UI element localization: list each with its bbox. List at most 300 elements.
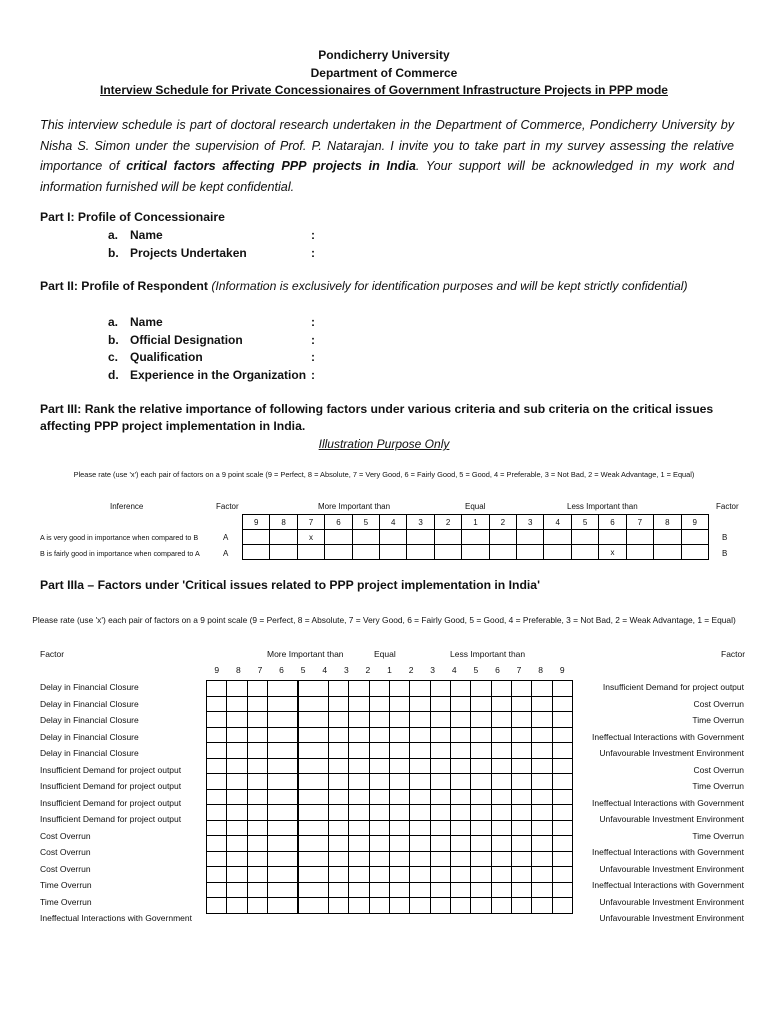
rating-cell[interactable] xyxy=(532,758,552,774)
rating-cell[interactable] xyxy=(471,882,491,898)
rating-cell[interactable] xyxy=(430,820,450,836)
rating-cell[interactable] xyxy=(207,681,227,697)
rating-row xyxy=(207,867,573,883)
rating-cell[interactable] xyxy=(227,774,247,790)
rating-cell[interactable] xyxy=(450,727,470,743)
rating-cell[interactable] xyxy=(410,820,430,836)
rating-cell[interactable] xyxy=(511,743,531,759)
rating-cell[interactable] xyxy=(471,789,491,805)
rating-cell[interactable] xyxy=(410,836,430,852)
rating-cell[interactable] xyxy=(267,696,298,712)
rating-cell[interactable] xyxy=(328,758,348,774)
rating-cell[interactable] xyxy=(471,851,491,867)
rating-cell[interactable] xyxy=(511,882,531,898)
rating-cell[interactable] xyxy=(450,898,470,914)
rating-cell[interactable] xyxy=(328,867,348,883)
rating-cell[interactable] xyxy=(247,743,267,759)
rating-cell[interactable] xyxy=(328,789,348,805)
rating-cell[interactable] xyxy=(227,696,247,712)
rating-row xyxy=(207,820,573,836)
rating-cell[interactable] xyxy=(349,898,369,914)
rating-cell[interactable] xyxy=(207,789,227,805)
rating-cell[interactable] xyxy=(532,805,552,821)
rating-cell xyxy=(352,530,379,545)
rating-cell[interactable] xyxy=(410,898,430,914)
rating-cell[interactable] xyxy=(349,774,369,790)
rating-cell[interactable] xyxy=(369,805,389,821)
rating-cell[interactable] xyxy=(328,898,348,914)
rating-cell[interactable] xyxy=(389,867,409,883)
rating-cell[interactable] xyxy=(430,696,450,712)
rating-cell[interactable] xyxy=(247,882,267,898)
rating-cell[interactable] xyxy=(511,820,531,836)
rating-cell[interactable] xyxy=(471,696,491,712)
rating-cell[interactable] xyxy=(471,805,491,821)
rating-cell[interactable] xyxy=(369,836,389,852)
factor-left: Delay in Financial Closure xyxy=(40,715,139,725)
rating-cell[interactable] xyxy=(450,867,470,883)
rating-cell[interactable] xyxy=(227,851,247,867)
rating-cell[interactable] xyxy=(552,789,572,805)
rating-cell[interactable] xyxy=(430,758,450,774)
rating-cell[interactable] xyxy=(430,712,450,728)
rating-cell[interactable] xyxy=(349,696,369,712)
rating-cell[interactable] xyxy=(532,712,552,728)
part2-heading xyxy=(40,279,688,293)
rating-cell[interactable] xyxy=(491,789,511,805)
rating-cell[interactable] xyxy=(247,867,267,883)
rating-cell[interactable] xyxy=(298,774,329,790)
rating-cell[interactable] xyxy=(552,696,572,712)
rating-cell[interactable] xyxy=(247,820,267,836)
rating-cell[interactable] xyxy=(349,867,369,883)
rating-cell[interactable] xyxy=(207,712,227,728)
rating-cell[interactable] xyxy=(430,836,450,852)
factor-left: Delay in Financial Closure xyxy=(40,682,139,692)
rating-cell[interactable] xyxy=(369,851,389,867)
rating-cell[interactable] xyxy=(369,789,389,805)
rating-cell[interactable] xyxy=(247,774,267,790)
scale-cell: 9 xyxy=(681,515,709,530)
rating-cell[interactable] xyxy=(267,743,298,759)
rating-cell[interactable] xyxy=(389,696,409,712)
rating-cell[interactable] xyxy=(430,882,450,898)
rating-cell[interactable] xyxy=(532,898,552,914)
rating-row xyxy=(207,898,573,914)
rating-cell[interactable] xyxy=(267,758,298,774)
rating-cell[interactable] xyxy=(349,727,369,743)
rating-cell[interactable] xyxy=(369,867,389,883)
rating-cell[interactable] xyxy=(369,727,389,743)
rating-cell[interactable] xyxy=(207,867,227,883)
rating-cell[interactable] xyxy=(450,774,470,790)
rating-cell[interactable] xyxy=(532,836,552,852)
rating-cell[interactable] xyxy=(430,898,450,914)
rating-cell[interactable] xyxy=(552,898,572,914)
less-important-label: Less Important than xyxy=(567,502,638,511)
factor-left: Delay in Financial Closure xyxy=(40,731,139,742)
rating-cell[interactable] xyxy=(247,836,267,852)
factor-left: Time Overrun xyxy=(40,896,92,907)
intro-bold: critical factors affecting PPP projects in India xyxy=(126,159,416,173)
rating-cell[interactable] xyxy=(552,774,572,790)
rating-cell[interactable] xyxy=(471,727,491,743)
part1-item-label: Projects Undertaken xyxy=(130,245,247,260)
rating-cell[interactable] xyxy=(207,820,227,836)
rating-cell[interactable] xyxy=(298,898,329,914)
part3a-factor-right: Factor xyxy=(721,649,746,659)
rating-cell[interactable] xyxy=(389,851,409,867)
rating-cell[interactable] xyxy=(532,681,552,697)
rating-cell[interactable] xyxy=(532,696,552,712)
rating-cell[interactable] xyxy=(328,774,348,790)
rating-cell[interactable] xyxy=(552,836,572,852)
rating-cell[interactable] xyxy=(410,758,430,774)
rating-cell[interactable] xyxy=(430,851,450,867)
rating-cell[interactable] xyxy=(207,743,227,759)
factor-right: Insufficient Demand for project output xyxy=(602,682,744,692)
rating-cell[interactable] xyxy=(450,696,470,712)
rating-cell[interactable] xyxy=(491,681,511,697)
rating-cell[interactable] xyxy=(207,805,227,821)
rating-cell[interactable] xyxy=(471,836,491,852)
rating-cell[interactable] xyxy=(227,681,247,697)
rating-cell[interactable] xyxy=(511,789,531,805)
factor-right: Ineffectual Interactions with Government xyxy=(592,847,744,857)
rating-cell[interactable] xyxy=(389,681,409,697)
rating-cell[interactable] xyxy=(298,882,329,898)
rating-cell[interactable] xyxy=(511,851,531,867)
rating-cell[interactable] xyxy=(389,789,409,805)
rating-cell[interactable] xyxy=(450,789,470,805)
rating-cell[interactable] xyxy=(389,758,409,774)
scale-cell: 5 xyxy=(571,515,598,530)
rating-cell[interactable] xyxy=(267,712,298,728)
rating-cell[interactable] xyxy=(298,696,329,712)
rating-cell[interactable] xyxy=(207,836,227,852)
rating-cell[interactable] xyxy=(227,758,247,774)
rating-cell[interactable] xyxy=(227,898,247,914)
rating-cell[interactable] xyxy=(328,727,348,743)
rating-cell[interactable] xyxy=(349,743,369,759)
rating-cell[interactable] xyxy=(369,820,389,836)
rating-cell[interactable] xyxy=(532,851,552,867)
rating-cell: x xyxy=(599,545,626,560)
rating-cell[interactable] xyxy=(552,712,572,728)
rating-cell[interactable] xyxy=(450,805,470,821)
rating-cell[interactable] xyxy=(267,836,298,852)
rating-cell[interactable] xyxy=(491,696,511,712)
rating-cell[interactable] xyxy=(491,898,511,914)
rating-cell[interactable] xyxy=(511,712,531,728)
rating-cell[interactable] xyxy=(328,836,348,852)
rating-cell[interactable] xyxy=(430,681,450,697)
rating-cell[interactable] xyxy=(389,712,409,728)
rating-cell[interactable] xyxy=(389,820,409,836)
rating-cell[interactable] xyxy=(267,851,298,867)
rating-cell[interactable] xyxy=(552,681,572,697)
rating-cell[interactable] xyxy=(511,774,531,790)
rating-cell[interactable] xyxy=(532,789,552,805)
rating-cell[interactable] xyxy=(298,758,329,774)
rating-cell[interactable] xyxy=(410,851,430,867)
rating-cell[interactable] xyxy=(247,681,267,697)
rating-cell[interactable] xyxy=(491,805,511,821)
rating-cell[interactable] xyxy=(247,758,267,774)
rating-cell[interactable] xyxy=(227,727,247,743)
rating-cell[interactable] xyxy=(450,743,470,759)
rating-cell[interactable] xyxy=(298,727,329,743)
rating-cell[interactable] xyxy=(410,774,430,790)
rating-cell[interactable] xyxy=(328,681,348,697)
rating-cell xyxy=(571,545,598,560)
rating-cell[interactable] xyxy=(532,743,552,759)
rating-cell[interactable] xyxy=(471,820,491,836)
col-inference: Inference xyxy=(110,502,144,511)
rating-cell[interactable] xyxy=(491,758,511,774)
rating-cell[interactable] xyxy=(369,882,389,898)
rating-cell[interactable] xyxy=(450,758,470,774)
rating-cell[interactable] xyxy=(471,743,491,759)
rating-cell[interactable] xyxy=(389,882,409,898)
rating-cell[interactable] xyxy=(430,805,450,821)
rating-cell[interactable] xyxy=(471,681,491,697)
rating-cell[interactable] xyxy=(511,898,531,914)
rating-cell[interactable] xyxy=(511,727,531,743)
rating-cell[interactable] xyxy=(227,805,247,821)
rating-cell[interactable] xyxy=(227,820,247,836)
illustration-right-factor: B xyxy=(722,533,728,542)
rating-cell[interactable] xyxy=(247,727,267,743)
rating-cell[interactable] xyxy=(247,789,267,805)
scale-cell: 4 xyxy=(380,515,407,530)
part2-item-colon: : xyxy=(311,332,315,347)
rating-cell[interactable] xyxy=(410,743,430,759)
rating-cell[interactable] xyxy=(298,851,329,867)
rating-cell[interactable] xyxy=(491,774,511,790)
rating-cell[interactable] xyxy=(430,774,450,790)
rating-cell[interactable] xyxy=(552,867,572,883)
rating-cell[interactable] xyxy=(349,820,369,836)
rating-cell[interactable] xyxy=(491,820,511,836)
rating-cell[interactable] xyxy=(410,867,430,883)
scale-number: 7 xyxy=(516,665,522,675)
rating-cell[interactable] xyxy=(207,898,227,914)
factor-left: Cost Overrun xyxy=(40,847,91,857)
rating-cell[interactable] xyxy=(491,882,511,898)
rating-cell[interactable] xyxy=(369,681,389,697)
rating-cell[interactable] xyxy=(298,712,329,728)
rating-cell[interactable] xyxy=(247,898,267,914)
rating-cell[interactable] xyxy=(511,758,531,774)
rating-cell[interactable] xyxy=(410,696,430,712)
rating-cell[interactable] xyxy=(410,882,430,898)
rating-cell[interactable] xyxy=(471,758,491,774)
rating-cell[interactable] xyxy=(511,696,531,712)
rating-cell[interactable] xyxy=(349,836,369,852)
rating-cell[interactable] xyxy=(450,836,470,852)
rating-cell[interactable] xyxy=(369,743,389,759)
rating-cell[interactable] xyxy=(369,758,389,774)
rating-cell[interactable] xyxy=(511,805,531,821)
rating-cell[interactable] xyxy=(471,774,491,790)
rating-cell[interactable] xyxy=(328,851,348,867)
rating-cell[interactable] xyxy=(410,712,430,728)
rating-cell[interactable] xyxy=(430,743,450,759)
rating-cell[interactable] xyxy=(369,712,389,728)
scale-number: 8 xyxy=(538,665,543,675)
rating-cell[interactable] xyxy=(389,774,409,790)
rating-cell[interactable] xyxy=(491,867,511,883)
rating-cell[interactable] xyxy=(389,898,409,914)
rating-cell[interactable] xyxy=(298,743,329,759)
rating-cell[interactable] xyxy=(227,743,247,759)
rating-cell[interactable] xyxy=(227,712,247,728)
rating-cell[interactable] xyxy=(430,789,450,805)
rating-cell[interactable] xyxy=(298,681,329,697)
rating-cell[interactable] xyxy=(410,789,430,805)
rating-cell[interactable] xyxy=(349,681,369,697)
rating-cell[interactable] xyxy=(511,681,531,697)
rating-cell[interactable] xyxy=(552,851,572,867)
rating-row xyxy=(207,743,573,759)
illustration-table xyxy=(242,514,709,560)
rating-cell[interactable] xyxy=(349,882,369,898)
factor-right: Unfavourable Investment Environment xyxy=(599,913,744,923)
rating-cell[interactable] xyxy=(471,898,491,914)
rating-cell[interactable] xyxy=(511,867,531,883)
rating-cell[interactable] xyxy=(247,851,267,867)
rating-cell[interactable] xyxy=(267,774,298,790)
rating-cell[interactable] xyxy=(298,867,329,883)
rating-cell[interactable] xyxy=(227,836,247,852)
illustration-label: Illustration Purpose Only xyxy=(318,437,450,451)
rating-cell[interactable] xyxy=(298,805,329,821)
rating-cell[interactable] xyxy=(298,836,329,852)
factor-left: Insufficient Demand for project output xyxy=(40,797,182,808)
rating-cell[interactable] xyxy=(267,898,298,914)
rating-cell[interactable] xyxy=(552,743,572,759)
part1-item-colon: : xyxy=(311,228,315,242)
part2-item-label: Experience in the Organization xyxy=(130,367,307,382)
rating-cell[interactable] xyxy=(267,727,298,743)
rating-cell[interactable] xyxy=(328,805,348,821)
rating-cell[interactable] xyxy=(227,789,247,805)
rating-cell[interactable] xyxy=(471,712,491,728)
part2-item-label: Official Designation xyxy=(130,332,243,347)
rating-cell[interactable] xyxy=(410,681,430,697)
rating-cell xyxy=(434,545,461,560)
rating-cell[interactable] xyxy=(267,820,298,836)
rating-cell[interactable] xyxy=(207,851,227,867)
rating-cell[interactable] xyxy=(491,727,511,743)
part3a-more-label: More Important than xyxy=(267,649,344,659)
rating-cell[interactable] xyxy=(552,727,572,743)
rating-cell[interactable] xyxy=(328,712,348,728)
rating-cell[interactable] xyxy=(267,789,298,805)
rating-cell[interactable] xyxy=(328,820,348,836)
scale-cell: 1 xyxy=(462,515,489,530)
rating-cell[interactable] xyxy=(207,696,227,712)
rating-cell[interactable] xyxy=(410,805,430,821)
rating-cell[interactable] xyxy=(349,851,369,867)
part2-item-letter: c. xyxy=(108,350,119,364)
rating-cell[interactable] xyxy=(532,774,552,790)
rating-cell[interactable] xyxy=(450,851,470,867)
rating-cell[interactable] xyxy=(227,867,247,883)
rating-cell[interactable] xyxy=(247,712,267,728)
rating-cell[interactable] xyxy=(491,712,511,728)
rating-cell[interactable] xyxy=(491,836,511,852)
rating-cell[interactable] xyxy=(349,805,369,821)
rating-cell[interactable] xyxy=(450,712,470,728)
rating-cell[interactable] xyxy=(430,727,450,743)
rating-cell[interactable] xyxy=(328,882,348,898)
rating-cell[interactable] xyxy=(410,727,430,743)
rating-cell[interactable] xyxy=(227,882,247,898)
rating-cell[interactable] xyxy=(552,820,572,836)
rating-cell[interactable] xyxy=(267,681,298,697)
rating-cell[interactable] xyxy=(298,789,329,805)
rating-cell[interactable] xyxy=(247,696,267,712)
rating-cell[interactable] xyxy=(471,867,491,883)
rating-cell[interactable] xyxy=(349,758,369,774)
rating-cell[interactable] xyxy=(389,836,409,852)
rating-cell[interactable] xyxy=(369,898,389,914)
rating-cell[interactable] xyxy=(532,867,552,883)
rating-cell[interactable] xyxy=(491,851,511,867)
rating-cell[interactable] xyxy=(511,836,531,852)
rating-row xyxy=(207,805,573,821)
rating-cell[interactable] xyxy=(328,743,348,759)
rating-cell[interactable] xyxy=(430,867,450,883)
rating-cell[interactable] xyxy=(532,727,552,743)
rating-cell xyxy=(489,545,516,560)
rating-cell[interactable] xyxy=(552,805,572,821)
rating-cell[interactable] xyxy=(328,696,348,712)
rating-cell[interactable] xyxy=(389,743,409,759)
rating-cell[interactable] xyxy=(552,882,572,898)
rating-cell[interactable] xyxy=(369,774,389,790)
rating-cell[interactable] xyxy=(369,696,389,712)
rating-cell[interactable] xyxy=(207,882,227,898)
rating-cell xyxy=(380,530,407,545)
rating-cell[interactable] xyxy=(450,681,470,697)
rating-cell[interactable] xyxy=(389,727,409,743)
scale-number: 9 xyxy=(214,665,220,675)
rating-cell[interactable] xyxy=(207,727,227,743)
rating-cell xyxy=(297,545,324,560)
rating-cell[interactable] xyxy=(450,882,470,898)
rating-cell[interactable] xyxy=(552,758,572,774)
rating-cell[interactable] xyxy=(267,867,298,883)
rating-cell[interactable] xyxy=(247,805,267,821)
rating-cell[interactable] xyxy=(491,743,511,759)
part3a-heading: Part IIIa – Factors under 'Critical issues related to PPP project implementation in India' xyxy=(40,578,540,592)
rating-cell[interactable] xyxy=(450,820,470,836)
rating-cell[interactable] xyxy=(267,882,298,898)
rating-cell[interactable] xyxy=(532,882,552,898)
rating-cell[interactable] xyxy=(207,774,227,790)
rating-cell[interactable] xyxy=(389,805,409,821)
rating-cell[interactable] xyxy=(298,820,329,836)
rating-cell[interactable] xyxy=(349,712,369,728)
rating-cell[interactable] xyxy=(207,758,227,774)
rating-cell[interactable] xyxy=(532,820,552,836)
rating-cell[interactable] xyxy=(349,789,369,805)
rating-cell[interactable] xyxy=(267,805,298,821)
scale-cell: 3 xyxy=(407,515,434,530)
